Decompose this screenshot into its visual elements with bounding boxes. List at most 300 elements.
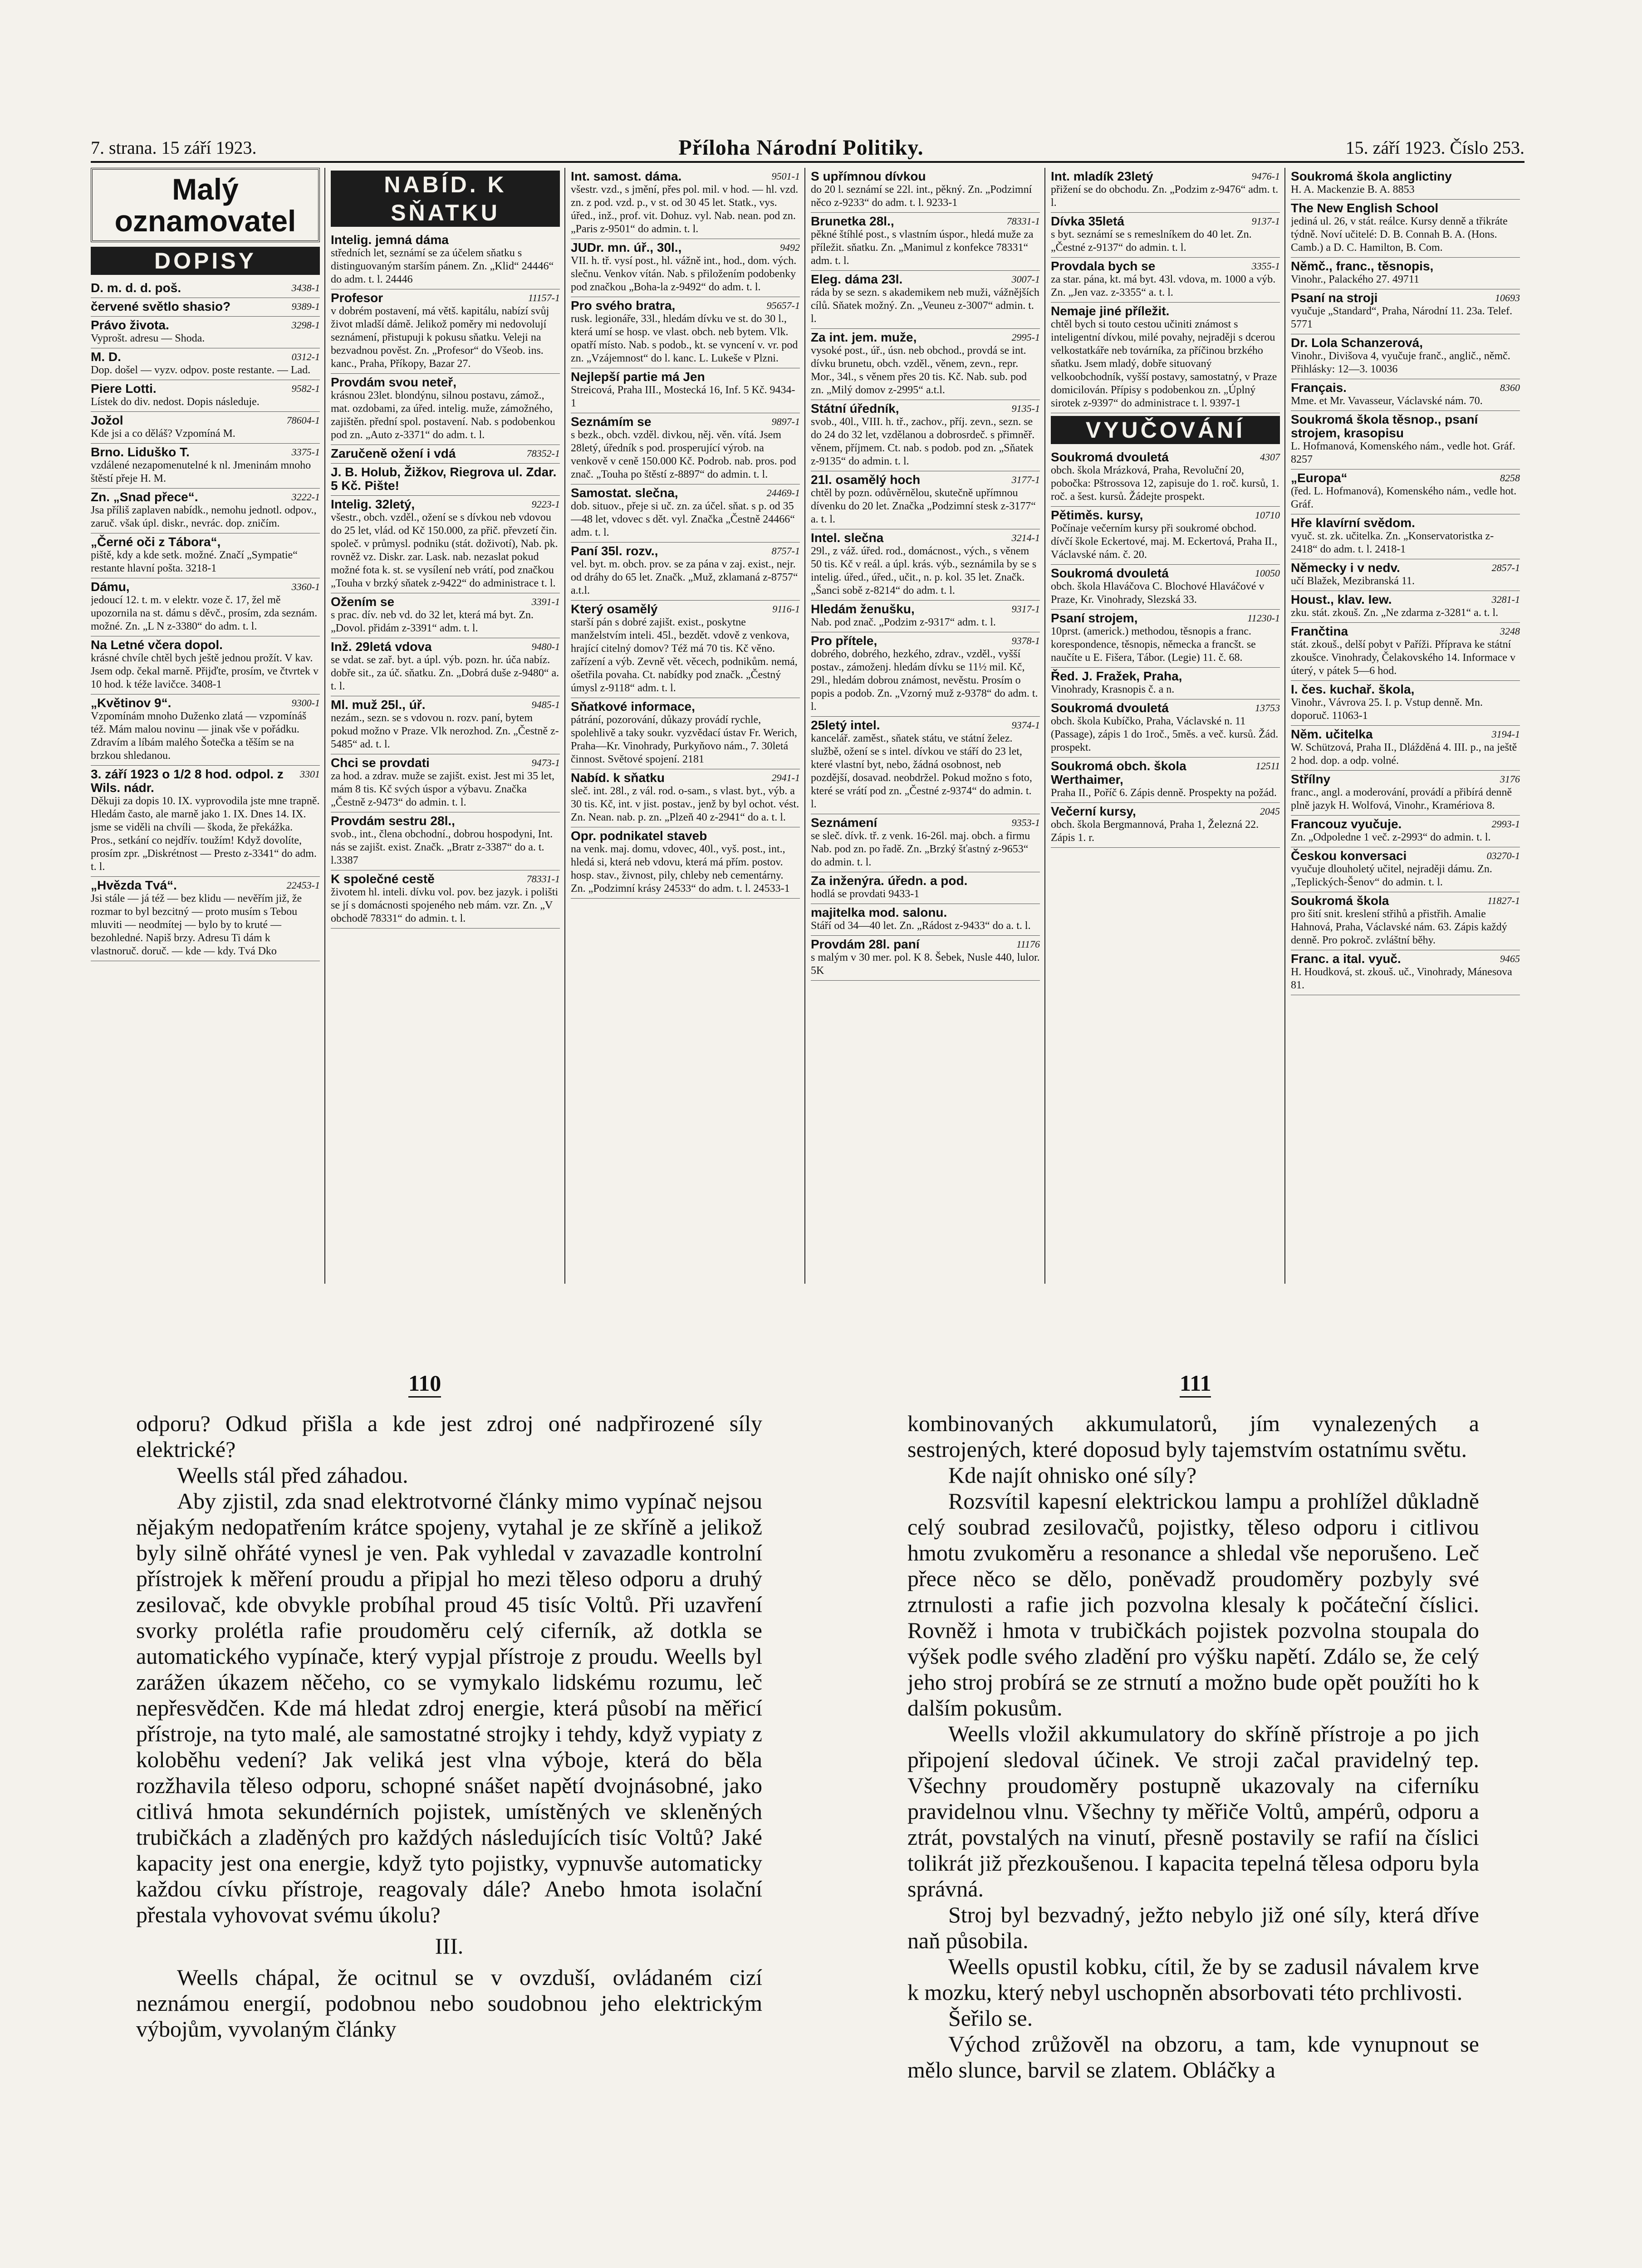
ad-heading: Samostat. slečna, xyxy=(571,486,678,500)
ad-heading: Int. mladík 23letý xyxy=(1051,169,1153,183)
story-paragraph: Weells opustil kobku, cítil, že by se zadusil návalem krve k mozku, který nebyl uschopněn absorbovati této prchlivosti. xyxy=(907,1954,1479,2005)
ad-heading: Němč., franc., těsnopis, xyxy=(1291,259,1434,273)
ad-number: 9501-1 xyxy=(771,171,800,182)
ad-text: Streicová, Praha III., Mostecká 16, Inf. 5 Kč. 9434-1 xyxy=(571,384,795,409)
classified-ad xyxy=(811,814,1040,872)
ad-text: se sleč. dívk. tř. z venk. 16-26l. maj. obch. a firmu Nab. pod zn. po řadě. Zn. „Brzký šťastný z-9653“ do admin. t. l. xyxy=(811,830,1030,868)
header-rule xyxy=(91,161,1524,163)
ad-heading: Français. xyxy=(1291,381,1347,395)
ad-heading: Brno. Liduško T. xyxy=(91,445,190,459)
ad-text: Jsa příliš zaplaven nabídk., nemohu jednotl. odpov., zaruč. však úpl. diskr., nevrác. dop. zničím. xyxy=(91,504,317,529)
ad-heading: Psaní na stroji xyxy=(1291,291,1378,305)
ad-text: dobrého, dobrého, hezkého, zdrav., vzděl., vyšší postav., zámoženj. hledám dívku se 11½ mil. Kč, 29l., hledám dobrou známost, nevěstu. Prosím o popis a podob. Zn. „Vzorný muž z-9378“ do adm. t. l. xyxy=(811,648,1038,713)
ad-text: všestr., obch. vzděl., ožení se s dívkou neb vdovou do 25 let, vlád. od Kč 150.000, za přič. převzetí čin. společ. v průmysl. podniku (stát. doživotí), Nab. pk. rovněž vz. Diskr. zar. Lask. nab. nezaslat pokud možné fota k. st. se vysílení neb vrátí, pod značkou „Touha v brzký sňatek z-9422“ do administrace t. l. xyxy=(331,512,558,589)
ad-text: s malým v 30 mer. pol. K 8. Šebek, Nusle 440, lulor. 5K xyxy=(811,952,1040,977)
banner-nabidky: NABÍD. K SŇATKU xyxy=(331,171,560,227)
ad-heading: Nabíd. k sňatku xyxy=(571,771,665,785)
classified-ad xyxy=(1051,610,1280,668)
ad-number: 10710 xyxy=(1255,509,1280,521)
ad-text: 10prst. (americk.) methodou, těsnopis a franc. korespondence, těsnopis, německa a francšt. se naučíte u E. Fišera, Tábor. (Legie) 11. č. 68. xyxy=(1051,626,1256,664)
ad-number: 9300-1 xyxy=(291,697,320,709)
ad-number: 78331-1 xyxy=(526,873,560,885)
ad-text: Vinohr., Vávrova 25. I. p. Vstup denně. Mn. doporuč. 11063-1 xyxy=(1291,697,1483,722)
ad-number: 03270-1 xyxy=(1486,850,1520,861)
classified-ad xyxy=(331,812,560,870)
ad-number: 8757-1 xyxy=(771,545,800,557)
classified-ad xyxy=(811,471,1040,529)
ad-text: Vzpomínám mnoho Duženko zlatá — vzpomínáš též. Mám malou novinu — jinak vše v pořádku. Zdravím a líbám malého Šotečka a těším se na brzkou shledanou. xyxy=(91,710,307,762)
ad-heading: Provdala bych se xyxy=(1051,259,1156,273)
classified-ad xyxy=(1051,565,1280,610)
ad-number: 78604-1 xyxy=(286,415,320,426)
ad-heading: 21l. osamělý hoch xyxy=(811,473,921,487)
classified-ad xyxy=(331,289,560,374)
ad-number: 9378-1 xyxy=(1011,635,1040,646)
ad-heading: Soukromá škola xyxy=(1291,894,1389,908)
ad-heading: S upřímnou dívkou xyxy=(811,169,926,183)
ad-text: pátrání, pozorování, důkazy provádí rychle, spolehlivě a taky soukr. vyzvědací ústav Fr. Werich, Praha—Kr. Vinohrady, Purkyňovo nám., 7. 30letá činnost. Světové spojení. 2181 xyxy=(571,714,797,765)
ad-text: Děkuji za dopis 10. IX. vyprovodila jste mne trapně. Hledám často, ale marně jako 1. IX. Dnes 14. IX. jsme se viděli na chvíli — škoda, že překážka. Pros., setkání co nejdřív. toužím! Když dovolíte, prosím zpr. „Diskrétnost — Presto z-3341“ do adm. t. l. xyxy=(91,795,320,873)
classified-ad xyxy=(91,279,320,298)
ad-heading: Hledám ženušku, xyxy=(811,602,915,616)
ad-heading: Soukromá dvouletá xyxy=(1051,566,1169,580)
ad-number: 12511 xyxy=(1255,760,1280,772)
ad-text: za star. pána, kt. má byt. 43l. vdova, m. 1000 a výb. Zn. „Jen vaz. z-3355“ a. t. l. xyxy=(1051,274,1276,298)
classified-ad xyxy=(811,400,1040,471)
ad-heading: Seznámení xyxy=(811,816,877,830)
classified-ad xyxy=(811,213,1040,271)
ad-heading: Intel. slečna xyxy=(811,531,884,545)
classified-ad xyxy=(1291,334,1520,379)
ad-heading: Německy i v nedv. xyxy=(1291,561,1400,575)
ad-heading: Int. samost. dáma. xyxy=(571,169,682,183)
classified-ad xyxy=(1291,847,1520,892)
ad-number: 3281-1 xyxy=(1491,594,1520,605)
ad-number: 3214-1 xyxy=(1011,532,1040,543)
ad-heading: Provdám svou neteř, xyxy=(331,375,456,389)
story-column-left xyxy=(136,1411,762,2042)
classified-ad xyxy=(1291,289,1520,334)
ad-text: Jsi stále — já též — bez klidu — nevěřím již, že rozmar to byl bezcitný — proto musím s Tebou mluviti — neodmítej — bylo by to kruté — bezohledné. Napiš brzy. Adresu Ti dám k vlastnoruč. doruč. — kde — kdy. Tvá Dko xyxy=(91,893,302,957)
header-right: 15. září 1923. Číslo 253. xyxy=(1345,137,1524,158)
ad-text: životem hl. inteli. dívku vol. pov. bez jazyk. i polišti se jí s domácnosti spojeného neb mám. vzr. Zn. „V obchodě 78331“ do admin. t. l. xyxy=(331,886,559,924)
ad-text: W. Schützová, Praha II., Dlážděná 4. III. p., na ještě 2 hod. dop. a odp. volné. xyxy=(1291,742,1517,767)
ad-heading: Na Letné včera dopol. xyxy=(91,638,223,652)
ad-text: ráda by se sezn. s akademikem neb muži, vážnějších cílů. Sňatek možný. Zn. „Veuneu z-3007“ admin. t. l. xyxy=(811,287,1039,325)
ad-heading: červené světlo shasio? xyxy=(91,299,231,313)
ad-number: 3438-1 xyxy=(291,282,320,293)
classified-ad xyxy=(571,601,800,698)
classified-ad xyxy=(331,870,560,929)
ad-heading: Houst., klav. Iew. xyxy=(1291,592,1392,606)
ad-heading: Opr. podnikatel staveb xyxy=(571,829,707,843)
ad-heading: Zaručeně ožení i vdá xyxy=(331,446,456,460)
ad-number: 3360-1 xyxy=(291,581,320,592)
ad-number: 3248 xyxy=(1500,626,1520,637)
ad-heading: Profesor xyxy=(331,291,383,305)
ad-number: 11827-1 xyxy=(1487,895,1520,906)
ad-heading: K společné cestě xyxy=(331,872,435,886)
ad-text: hodlá se provdati 9433-1 xyxy=(811,888,920,900)
classified-ad xyxy=(1291,168,1520,200)
ad-text: vzdálené nezapomenutelné k nl. Jmeninám mnoho štěstí přeje H. M. xyxy=(91,459,311,484)
story-paragraph: III. xyxy=(435,1933,464,1959)
ad-heading: Řed. J. Fražek, Praha, xyxy=(1051,669,1182,683)
ad-number: 11230-1 xyxy=(1247,612,1280,624)
story-paragraph: Šeřilo se. xyxy=(948,2005,1033,2031)
ad-heading: Eleg. dáma 23l. xyxy=(811,272,903,286)
ad-heading: majitelka mod. salonu. xyxy=(811,905,947,919)
classified-ad xyxy=(91,298,320,317)
classified-ad xyxy=(331,464,560,496)
ad-heading: Seznámím se xyxy=(571,415,652,429)
ad-text: se vdat. se zař. byt. a úpl. výb. pozn. hr. úča nabíz. dobře sit., za úč. sňatku. Zn. „Dobrá duše z-9480“ a. t. l. xyxy=(331,654,559,692)
classified-ad xyxy=(1291,726,1520,771)
classified-ad xyxy=(1051,758,1280,803)
ad-number: 9897-1 xyxy=(771,416,800,427)
ad-column-3 xyxy=(571,168,805,1284)
ad-text: rusk. legionáře, 33l., hledám dívku ve st. do 30 l., která umí se hosp. ve vlast. obch. neb bytem. Vlk. opatří místo. Nab. s podob., kt. se vyncení v. vr. pod zn. „Vzájemnost“ do l. kanc. L. Lukeše v Plzni. xyxy=(571,313,798,364)
ad-column-6 xyxy=(1291,168,1524,1284)
ad-text: jedoucí 12. t. m. v elektr. voze č. 17, žel mě upozornila na st. dámu s děvč., prosím, zda seznám. možné. Zn. „L N z-3380“ do adm. t. l. xyxy=(91,594,318,632)
ad-number: 9223-1 xyxy=(531,499,560,510)
ad-text: obch. škola Bergmannová, Praha 1, Železná 22. Zápis 1. r. xyxy=(1051,819,1259,844)
ad-heading: Nejlepší partie má Jen xyxy=(571,370,705,384)
classified-ad xyxy=(811,168,1040,213)
story-paragraph: Aby zjistil, zda snad elektrotvorné články mimo vypínač nejsou nějakým nedopatřením krátce spojeny, vytahal je ze skříně a jelikož byly silně ohřáté vynesl je ven. Pak vyhledal v zavazadle kontrolní přístrojek k měření proudu a připjal ho mezi těleso odporu a druhý zesilovač, kde obvykle probíhal proud 45 tisíc Voltů. Při uzavření svorky prolétla rafie proudoměru celý ciferník, až dotkla se automatického vypínače, který vypjal přístroje z proudu. Weells byl zarážen úkazem něčeho, co se vymykalo lidskému rozumu, leč nepřesvědčen. Kde má hledat zdroj energie, která působí na měřicí přístroje, na tyto malé, ale samostatné strojky i tehdy, když vypiaty z koloběhu vedení? Jak veliká jest vlna výboje, která do běla rozžhavila těleso odporu, schopné snášet napětí dvojnásobné, jako citlivá hmota sekundérních pojistek, umístěných ve skleněných trubičkách a zladěných pro každých následujících tisíc Voltů? Jaké kapacity jest ona energie, když tyto pojistky, vypnuvše automaticky každou cívku přístroje, reagovaly dále? Anebo hmota isolační přestala vyhovovat svému úkolu? xyxy=(136,1488,762,1927)
ad-heading: Brunetka 28l., xyxy=(811,214,894,228)
ad-heading: Večerní kursy, xyxy=(1051,804,1136,818)
ad-text: Nab. pod znač. „Podzim z-9317“ adm. t. l. xyxy=(811,616,996,628)
classified-ad xyxy=(1291,623,1520,681)
classified-ad xyxy=(571,543,800,601)
ad-heading: Pro přítele, xyxy=(811,634,877,648)
ad-heading: Hře klavírní svědom. xyxy=(1291,516,1415,530)
classified-ad xyxy=(571,827,800,899)
page-header xyxy=(91,136,1524,159)
story-paragraph: Východ zrůžověl na obzoru, a tam, kde vynupnout se mělo slunce, barvil se zlatem. Obláčky a xyxy=(907,2031,1479,2082)
classified-ad xyxy=(91,533,320,578)
classified-ad xyxy=(331,593,560,638)
ad-text: chtěl by pozn. odůvěrnělou, skutečně upřímnou dívenku do 20 let. Značka „Podzimní stesk z-3177“ a. t. l. xyxy=(811,487,1036,525)
story-paragraph: odporu? Odkud přišla a kde jest zdroj oné nadpřirozené síly elektrické? xyxy=(136,1411,762,1462)
ad-text: H. Houdková, st. zkouš. uč., Vinohrady, Mánesova 81. xyxy=(1291,966,1512,991)
classified-ad xyxy=(1051,507,1280,565)
ad-text: Vinohr., Divišova 4, vyučuje franč., anglič., němč. Přihlásky: 12—3. 10036 xyxy=(1291,350,1510,375)
ad-number: 9317-1 xyxy=(1011,603,1040,615)
ad-number: 8360 xyxy=(1500,382,1520,393)
ad-number: 24469-1 xyxy=(766,487,800,499)
ad-text: vyučuje dlouholetý učitel, nejraději dámu. Zn. „Teplických-Šenov“ do admin. t. l. xyxy=(1291,863,1492,888)
ad-text: 29l., z váž. úřed. rod., domácnost., vých., s věnem 50 tis. Kč v reál. a úpl. krás. výb., seznámila by se s intelig. úřed., úřed., učit., n. p. kol. 35 let. Značk. „Šanci sobě z-8214“ do adm. t. l. xyxy=(811,545,1037,596)
ad-heading: Za inženýra. úředn. a pod. xyxy=(811,874,968,888)
ad-heading: Který osamělý xyxy=(571,602,658,616)
ad-text: kancelář. zaměst., sňatek státu, ve státní želez. službě, ožení se s intel. dívkou ve stáří do 23 let, které vlastní byt, nebo, žádná osobnost, neb pozdější, dosavad. neobdržel. Pokud možno s foto, které se vrátí pod zn. „Čestné z-9374“ do admin. t. l. xyxy=(811,733,1032,810)
ad-number: 9492 xyxy=(780,242,800,253)
classified-ad xyxy=(571,484,800,543)
ad-heading: Soukromá dvouletá xyxy=(1051,450,1169,464)
ad-number: 9116-1 xyxy=(772,603,800,615)
ad-text: zku. stát. zkouš. Zn. „Ne zdarma z-3281“ a. t. l. xyxy=(1291,607,1499,619)
classified-ad xyxy=(1051,168,1280,213)
ad-text: jediná ul. 26, v stát. reálce. Kursy denně a třikráte týdně. Noví učitelé: D. B. Connah B. A. (Hons. Camb.) a D. C. Hamilton, B. Com. xyxy=(1291,215,1508,254)
ad-text: chtěl bych si touto cestou učiniti známost s inteligentní dívkou, milé povahy, nejraději s dcerou velkostatkáře neb továrníka, za příčinou brzkého sňatku. Jsem mladý, dobře situovaný velkoobchodník, vyšší postavy, samostatný, v Praze domicilován. Přípisy s podobenkou zn. „Úplný sirotek z-9397“ do administrace t. l. 9397-1 xyxy=(1051,318,1277,409)
ad-text: přižení se do obchodu. Zn. „Podzim z-9476“ adm. t. l. xyxy=(1051,184,1279,209)
classified-ad xyxy=(91,317,320,348)
ad-number: 22453-1 xyxy=(286,880,320,891)
ad-text: Mme. et Mr. Vavasseur, Václavské nám. 70. xyxy=(1291,395,1483,407)
classified-ad xyxy=(811,601,1040,632)
ad-heading: „Květinov 9“. xyxy=(91,696,172,710)
ad-text: s bezk., obch. vzděl. divkou, něj. věn. vítá. Jsem 28letý, úředník s pod. prosperující výrob. na venkově v ceně 150.000 Kč. Podrob. nab. pros. pod znač. „Touha po štěstí z-8897“ do admin. t. l. xyxy=(571,429,796,480)
ads-list-1 xyxy=(91,279,320,961)
classified-ad xyxy=(91,636,320,694)
ad-heading: Českou konversaci xyxy=(1291,849,1407,863)
ad-text: obch. škola Hlaváčova C. Blochové Hlaváčové v Praze, Kr. Vinohrady, Slezská 33. xyxy=(1051,581,1265,606)
classified-ad xyxy=(331,374,560,445)
ad-heading: Provdám sestru 28l., xyxy=(331,814,455,828)
ad-text: H. A. Mackenzie B. A. 8853 xyxy=(1291,184,1415,196)
ad-text: krásné chvíle chtěl bych ještě jednou prožít. V kav. Jsem odp. čekal marně. Přijďte, prosím, ve čtvrtek v 10 hod. k téže lavičce. 3408-1 xyxy=(91,652,319,690)
ad-text: franc., angl. a moderování, provádí a přibírá denně plně jazyk H. Wolfová, Vinohr., Kramériova 8. xyxy=(1291,787,1512,811)
ad-text: vysoké post., úř., úsn. neb obchod., provdá se int. dívku brunetu, obch. vzděl., věnem, zevn., repr. Mor., 34l., s věnem přes 20 tis. Kč. Nab. sub. pod zn. „Milý domov z-2995“ a.t.l. xyxy=(811,345,1027,396)
ad-number: 9582-1 xyxy=(291,383,320,394)
classified-ad xyxy=(91,444,320,489)
ad-number: 3007-1 xyxy=(1011,274,1040,285)
ad-text: obch. škola Mrázková, Praha, Revoluční 20, pobočka: Pštrossova 12, zapisuje do 1. roč. kursů, 1. roč. a šest. kursů. Žádejte prospekt. xyxy=(1051,464,1279,503)
ad-text: Lístek do div. nedost. Dopis následuje. xyxy=(91,396,260,408)
ad-heading: I. čes. kuchař. škola, xyxy=(1291,682,1415,696)
ad-heading: Jožol xyxy=(91,413,123,427)
ads-list-2 xyxy=(331,231,560,929)
ad-number: 10050 xyxy=(1255,567,1280,579)
ad-number: 11157-1 xyxy=(528,292,560,303)
classified-ad xyxy=(1291,469,1520,514)
ad-number: 3194-1 xyxy=(1491,728,1520,740)
ad-heading: M. D. xyxy=(91,350,121,364)
ad-text: středních let, seznámí se za účelem sňatku s distinguovaným starším pánem. Zn. „Klid“ 24446“ do adm. t. l. 24446 xyxy=(331,247,554,285)
ads-list-6 xyxy=(1291,168,1520,995)
classified-ad xyxy=(1051,303,1280,413)
classified-ad xyxy=(91,348,320,380)
ad-heading: Pětiměs. kursy, xyxy=(1051,508,1143,522)
ad-number: 9374-1 xyxy=(1011,719,1040,731)
ad-number: 10693 xyxy=(1495,292,1520,303)
ad-number: 8258 xyxy=(1500,472,1520,484)
story-paragraph: Weells chápal, že ocitnul se v ovzduší, ovládaném cizí neznámou energií, podobnou nebo soudobnou jeho elektrickým výbojům, vyvolaným články xyxy=(136,1965,762,2042)
ad-heading: Zn. „Snad přece“. xyxy=(91,490,198,504)
ad-number: 9135-1 xyxy=(1011,403,1040,414)
ad-number: 2857-1 xyxy=(1491,562,1520,573)
classified-ad xyxy=(1291,591,1520,623)
classified-ad xyxy=(1291,892,1520,950)
classified-ad xyxy=(571,297,800,368)
ad-number: 3375-1 xyxy=(291,446,320,458)
classified-ad xyxy=(331,445,560,464)
ad-heading: Piere Lotti. xyxy=(91,381,157,396)
ad-text: vel. byt. m. obch. prov. se za pána v zaj. exist., nejr. od dráhy do 65 let. Značk. „Muž, zklamaná z-8757“ a.t.l. xyxy=(571,558,798,596)
ad-number: 0312-1 xyxy=(291,351,320,362)
page-numbers xyxy=(91,1370,1524,1397)
ad-heading: Intelig. 32letý, xyxy=(331,497,415,511)
ad-text: (řed. L. Hofmanová), Komenského nám., vedle hot. Gráf. xyxy=(1291,485,1517,510)
classified-ad xyxy=(571,368,800,413)
classified-ad xyxy=(331,696,560,754)
ad-heading: Ml. muž 25l., úř. xyxy=(331,698,426,712)
ad-heading: Francouz vyučuje. xyxy=(1291,817,1402,831)
ad-heading: Psaní strojem, xyxy=(1051,611,1138,625)
ad-text: Stáří od 34—40 let. Zn. „Rádost z-9433“ do a. t. l. xyxy=(811,920,1031,932)
classified-ad xyxy=(571,239,800,297)
ad-heading: D. m. d. d. poš. xyxy=(91,281,181,295)
ad-text: Zn. „Odpoledne 1 več. z-2993“ do admin. t. l. xyxy=(1291,831,1491,843)
ad-heading: Dívka 35letá xyxy=(1051,214,1124,228)
classified-ad xyxy=(1291,559,1520,591)
page-number-left: 110 xyxy=(408,1370,441,1398)
story-paragraph: Kde najít ohnisko oné síly? xyxy=(948,1462,1197,1488)
ad-heading: JUDr. mn. úř., 30l., xyxy=(571,240,682,254)
ad-number: 2941-1 xyxy=(771,772,800,783)
header-left: 7. strana. 15 září 1923. xyxy=(91,137,257,158)
ad-column-4 xyxy=(811,168,1045,1284)
story-paragraph: Weells vložil akkumulatory do skříně přístroje a po jich připojení sledoval účinek. Ve stroji začal pravidelný tep. Všechny proudoměry postupně ukazovaly na ciferníku pravidelnou vlnu. Všechny ty měřiče Voltů, ampérů, odporu a ztrát, povstalých na vinutí, přesně postavily se rafií na číslici tolikrát již přezkoušenou. I kapacita tepelná tělesa odporu byla správná. xyxy=(907,1721,1479,1901)
ad-number: 3177-1 xyxy=(1011,474,1040,485)
ad-text: obch. škola Kubíčko, Praha, Václavské n. 11 (Passage), zápis 1 do 1roč., 5měs. a več. kursů. Žád. prospekt. xyxy=(1051,715,1279,753)
ad-text: svob., int., člena obchodní., dobrou hospodyni, Int. nás se zajišt. exist. Značk. „Bratr z-3387“ do a. t. l.3387 xyxy=(331,828,553,866)
ad-heading: Střílny xyxy=(1291,772,1331,786)
classified-ad xyxy=(811,329,1040,400)
classified-ad xyxy=(1051,258,1280,303)
banner-vyucovani: VYUČOVÁNÍ xyxy=(1051,416,1280,444)
classified-ad xyxy=(1291,771,1520,816)
ad-number: 9473-1 xyxy=(531,757,560,768)
classified-ad xyxy=(1051,699,1280,758)
classified-ad xyxy=(91,489,320,533)
classified-ad xyxy=(91,694,320,766)
ad-text: nezám., sezn. se s vdovou n. rozv. paní, bytem pokud možno v Praze. Vlk nerozhod. Zn. „Čestně z-5485“ ad. t. l. xyxy=(331,712,559,750)
ad-text: s byt. seznámí se s remeslníkem do 40 let. Zn. „Čestné z-9137“ do admin. t. l. xyxy=(1051,229,1252,254)
ad-number: 11176 xyxy=(1016,938,1040,950)
classified-ad xyxy=(1291,816,1520,847)
ad-text: krásnou 23let. blondýnu, silnou postavu, zámož., mat. ozdobami, za úřed. intelig. muže, zámožného, zajištěn. přední spol. postavení. Nab. s podobenkou pod zn. „Auto z-3371“ do adm. t. l. xyxy=(331,390,555,441)
ad-text: vyuč. st. zk. učitelka. Zn. „Konservatoristka z-2418“ do adm. t. l. 2418-1 xyxy=(1291,530,1494,555)
ad-heading: Soukromá škola anglictiny xyxy=(1291,169,1452,183)
masthead-box xyxy=(91,168,320,242)
ad-text: Vinohr., Palackého 27. 49711 xyxy=(1291,274,1419,285)
ad-heading: Něm. učitelka xyxy=(1291,727,1373,741)
ad-number: 9137-1 xyxy=(1251,215,1280,227)
ad-heading: Soukromá škola těsnop., psaní strojem, krasopisu xyxy=(1291,412,1478,440)
ad-heading: Právo života. xyxy=(91,318,169,332)
ad-number: 78352-1 xyxy=(526,448,560,459)
ad-number: 9485-1 xyxy=(531,699,560,710)
classified-ad xyxy=(1291,950,1520,995)
ad-number: 2045 xyxy=(1260,806,1280,817)
ad-number: 3222-1 xyxy=(291,491,320,503)
classified-ad xyxy=(331,231,560,289)
ad-text: vyučuje „Standard“, Praha, Národní 11. 23a. Telef. 5771 xyxy=(1291,305,1513,330)
classifieds-section xyxy=(91,168,1524,1284)
ad-text: do 20 l. seznámí se 22l. int., pěkný. Zn. „Podzimní něco z-9233“ do adm. t. l. 9233-1 xyxy=(811,184,1032,209)
ad-number: 3176 xyxy=(1500,773,1520,785)
ad-heading: Franc. a ital. vyuč. xyxy=(1291,952,1401,966)
ad-number: 9476-1 xyxy=(1251,171,1280,182)
story-paragraph: kombinovaných akkumulatorů, jím vynalezených a sestrojených, které doposud byly tajemstvím ostatnímu světu. xyxy=(907,1411,1479,1462)
ad-text: Vyprošt. adresu — Shoda. xyxy=(91,332,205,344)
masthead-line1: Malý xyxy=(172,172,239,206)
ad-column-1 xyxy=(91,168,325,1284)
ad-heading: Sňatkové informace, xyxy=(571,699,695,714)
ad-heading: Ožením se xyxy=(331,595,395,609)
classified-ad xyxy=(571,413,800,484)
banner-dopisy: DOPISY xyxy=(91,247,320,275)
ad-text: piště, kdy a kde setk. možné. Značí „Sympatie“ restante hlavní pošta. 3218-1 xyxy=(91,549,298,574)
classified-ad xyxy=(1291,514,1520,559)
story-column-right xyxy=(907,1411,1479,2083)
ad-text: v dobrém postavení, má větš. kapitálu, nabízí svůj život mladší dámě. Jelikož poměry mi nedovolují seznámení, přistupuji k pokusu sňatku. Veleji na bezvadnou pověst. Zn. „Profesor“ do Všeob. ins. kanc., Praha, Příkopy, Bazar 27. xyxy=(331,305,549,370)
ad-text: Dop. došel — vyzv. odpov. poste restante. — Lad. xyxy=(91,364,311,376)
ad-number: 78331-1 xyxy=(1006,215,1040,227)
ad-text: dob. situov., přeje si uč. zn. za účel. sňat. s p. od 35—48 let, vdovec s dět. vyl. Značka „Čestně 24466“ adm. t. l. xyxy=(571,500,795,538)
ad-number: 4307 xyxy=(1260,451,1280,463)
ad-heading: Chci se provdati xyxy=(331,756,430,770)
ad-heading: Za int. jem. muže, xyxy=(811,330,917,344)
classified-ad xyxy=(571,168,800,239)
ad-heading: „Černé oči z Tábora“, xyxy=(91,535,221,549)
classified-ad xyxy=(1051,449,1280,507)
ad-number: 9480-1 xyxy=(531,641,560,652)
ad-text: učí Blažek, Mezibranská 11. xyxy=(1291,575,1415,587)
classified-ad xyxy=(91,877,320,961)
classified-ad xyxy=(1051,213,1280,258)
ad-heading: Státní úředník, xyxy=(811,401,899,415)
ad-text: na venk. maj. domu, vdovec, 40l., vyš. post., int., hledá si, která neb vdovu, která má přím. postov. hosp. stav., živnost, pily, chleby neb cementárny. Zn. „Podzimní krásy 24533“ do adm. t. l. 24533-1 xyxy=(571,843,790,894)
ad-text: svob., 40l., VIII. h. tř., zachov., příj. zevn., sezn. se do 24 do 32 let, vzdělanou a dobrosrdeč. s přimněř. věnem, příjmem. Ct. nab. s podob. pod zn. „Sňatek z-9135“ do admin. t. l. xyxy=(811,416,1035,467)
classified-ad xyxy=(1291,379,1520,411)
ad-heading: „Hvězda Tvá“. xyxy=(91,878,177,892)
classified-ad xyxy=(1051,668,1280,699)
story-paragraph: Stroj byl bezvadný, ježto nebylo již oné síly, která dříve naň působila. xyxy=(907,1902,1479,1953)
classified-ad xyxy=(811,717,1040,814)
classified-ad xyxy=(91,578,320,636)
classified-ad xyxy=(811,271,1040,329)
ad-heading: 3. září 1923 o 1/2 8 hod. odpol. z Wils. nádr. xyxy=(91,767,284,795)
classified-ad xyxy=(1291,411,1520,469)
ads-list-4 xyxy=(811,168,1040,981)
ad-heading: Dr. Lola Schanzerová, xyxy=(1291,336,1423,350)
ad-text: sleč. int. 28l., z vál. rod. o-sam., s vlast. byt., výb. a 30 tis. Kč, int. v jist. postav., jenž by byl ochot. vést. Zn. Nean. nab. p. zn. „Plzeň 40 z-2941“ do a. t. l. xyxy=(571,785,799,823)
ad-heading: Pro svého bratra, xyxy=(571,298,676,313)
classified-ad xyxy=(331,496,560,593)
ad-number: 2995-1 xyxy=(1011,332,1040,343)
classified-ad xyxy=(811,936,1040,981)
ad-heading: Intelig. jemná dáma xyxy=(331,233,449,247)
page-number-right: 111 xyxy=(1180,1370,1211,1398)
classified-ad xyxy=(811,872,1040,904)
masthead-line2: oznamovatel xyxy=(114,204,296,238)
ad-text: Kde jsi a co děláš? Vzpomíná M. xyxy=(91,428,235,440)
ad-heading: Paní 35l. rozv., xyxy=(571,544,658,558)
ad-text: pro šití snit. kreslení střihů a přistřih. Amalie Hahnová, Praha, Václavské nám. 63. Zápis každý denně. Pro pokroč. zvláštní běhy. xyxy=(1291,908,1507,946)
ad-heading: 25letý intel. xyxy=(811,718,880,732)
ad-text: starší pán s dobré zajišt. exist., poskytne manželstvím inteli. 45l., bezdět. vdově z venkova, hrající citelný domov? Též má 70 tis. Kč věno. zařízení a výb. Zevně vět. věcech, podnikům. nemá, ošetřila povaha. Ct. nabídky pod značk. „Čestný úmysl z-9118“ adm. t. l. xyxy=(571,616,798,694)
classified-ad xyxy=(1291,258,1520,289)
ad-heading: The New English School xyxy=(1291,201,1439,215)
classified-ad xyxy=(331,754,560,812)
classified-ad xyxy=(1291,681,1520,726)
ad-text: VII. h. tř. vysí post., hl. vážně int., hod., dom. vých. slečnu. Venkov vítán. Nab. s přiložením podobenky pod značkou „Boha-la z-9492“ do adm. t. l. xyxy=(571,255,797,293)
ad-number: 9389-1 xyxy=(291,301,320,312)
